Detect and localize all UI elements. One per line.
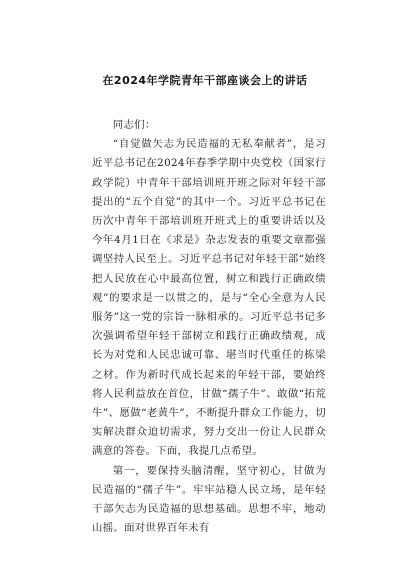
- paragraph-first-point: 第一，要保持头脑清醒，坚守初心，甘做为民造福的“孺子牛”。牢牢站稳人民立场，是年轻干部矢志为民造福的思想基础。思想不牢，地动山摇。面对世界百年未有: [92, 464, 326, 535]
- salutation: 同志们：: [112, 119, 156, 131]
- document-body: [92, 116, 326, 538]
- paragraph-intro: “自觉做矢志为民造福的无私奉献者”，是习近平总书记在2024年春季学期中央党校（国家行政学院）中青年干部培训班开班之际对年轻干部提出的“五个自觉”的其中一个。习近平总书记在历次中青年干部培训班开班式上的重要讲话以及今年4月1日在《求是》杂志发表的重要文章都强调坚持人民至上。习近平总书记对年轻干部“始终把人民放在心中最高位置，树立和践行正确政绩观”的要求是一以贯之的，是与“全心全意为人民服务”这一党的宗旨一脉相承的。习近平总书记多次强调希望年轻干部树立和践行正确政绩观，成长为对党和人民忠诚可靠、堪当时代重任的栋梁之材。作为新时代成长起来的年轻干部，要始终将人民利益放在首位，甘做“孺子牛”、敢做“拓荒牛”、愿做“老黄牛”，不断提升群众工作能力，切实解决群众迫切需求，努力交出一份让人民群众满意的答卷。下面，我提几点希望。: [92, 138, 326, 458]
- document-title: 在2024年学院青年干部座谈会上的讲话: [102, 74, 308, 87]
